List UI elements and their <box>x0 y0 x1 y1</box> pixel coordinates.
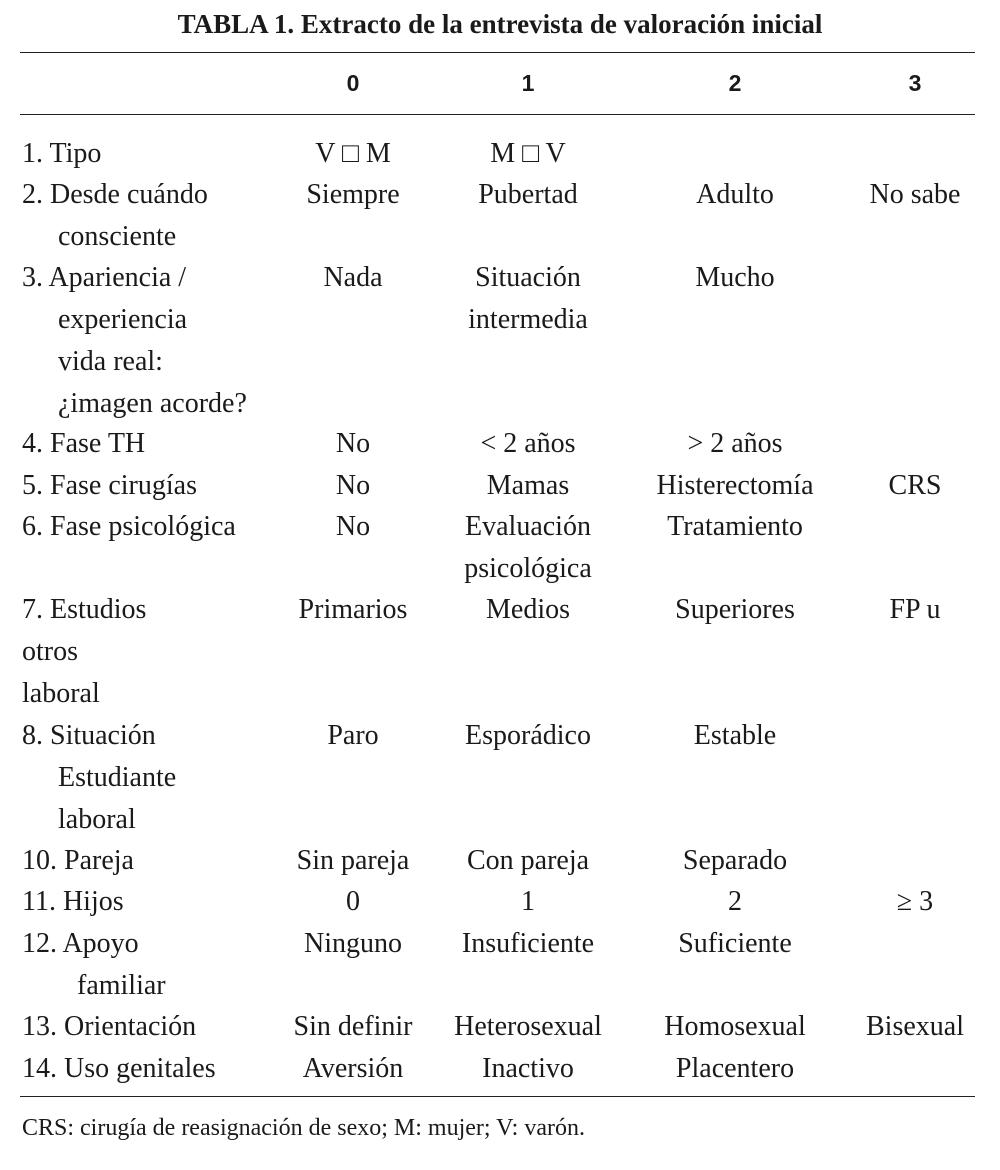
row-label <box>22 465 197 507</box>
row-cell-1: Esporádico <box>465 720 591 751</box>
row-label-line: 6. Fase psicológica <box>22 511 236 542</box>
row-cell-1: 1 <box>521 886 535 917</box>
row-cell-1: Heterosexual <box>454 1011 602 1042</box>
row-label-line: 14. Uso genitales <box>22 1053 216 1084</box>
row-cell-1: Medios <box>486 594 570 625</box>
row-cell-2: Histerectomía <box>656 470 814 501</box>
row-label-line: laboral <box>22 678 100 709</box>
row-cell-2: > 2 años <box>687 428 783 459</box>
row-cell-2: 2 <box>728 886 742 917</box>
row-cell-3: FP u <box>889 594 941 625</box>
row-cell-3: ≥ 3 <box>896 886 934 917</box>
row-cell-1: Con pareja <box>466 845 590 876</box>
row-label-line: laboral <box>58 804 136 835</box>
row-label-line: 7. Estudios <box>22 594 147 625</box>
row-cell-0: No <box>335 470 371 501</box>
row-cell-2: Suficiente <box>678 928 792 959</box>
row-label <box>22 506 236 548</box>
row-cell-2: Placentero <box>675 1053 795 1084</box>
column-header-0: 0 <box>346 70 360 96</box>
row-cell-1: Insuficiente <box>461 928 595 959</box>
row-cell-2: Mucho <box>695 262 775 293</box>
row-cell-0: Siempre <box>306 179 400 210</box>
row-label <box>22 589 146 715</box>
column-header-1: 1 <box>521 70 535 96</box>
row-cell-1: Pubertad <box>478 179 578 210</box>
row-cell-2: Homosexual <box>664 1011 806 1042</box>
row-label <box>22 923 166 1007</box>
row-label-line: 13. Orientación <box>22 1011 197 1042</box>
row-cell-0: Aversión <box>302 1053 404 1084</box>
row-cell-3: No sabe <box>869 179 961 210</box>
row-cell-0: 0 <box>346 886 360 917</box>
row-cell-0: No <box>335 511 371 542</box>
row-label <box>22 881 124 923</box>
row-cell-1: Inactivo <box>482 1053 574 1084</box>
row-label <box>22 840 134 882</box>
row-label-line: 12. Apoyo <box>22 928 139 959</box>
row-label-line: 2. Desde cuándo <box>22 179 208 210</box>
row-label-line: 10. Pareja <box>22 845 134 876</box>
row-label-line: otros <box>22 636 78 667</box>
row-cell-1: Evaluación psicológica <box>464 511 592 584</box>
row-cell-2: Superiores <box>675 594 795 625</box>
row-label-line: experiencia <box>58 304 188 335</box>
row-cell-1: Situación intermedia <box>468 262 588 335</box>
row-cell-2: Tratamiento <box>667 511 803 542</box>
row-cell-1: < 2 años <box>480 428 576 459</box>
row-cell-0: No <box>335 428 371 459</box>
row-label <box>22 423 145 465</box>
row-cell-2: Separado <box>682 845 788 876</box>
row-label-line: ¿imagen acorde? <box>58 388 247 419</box>
row-label-line: Estudiante <box>58 762 177 793</box>
row-label-line: 3. Apariencia / <box>22 262 187 293</box>
row-cell-0: Nada <box>323 262 383 293</box>
row-cell-0: Ninguno <box>304 928 402 959</box>
row-cell-0: Sin definir <box>293 1011 413 1042</box>
top-rule <box>20 52 975 53</box>
row-label-line: 11. Hijos <box>22 886 124 917</box>
row-label <box>22 715 176 841</box>
row-label-line: 1. Tipo <box>22 138 102 169</box>
row-label <box>22 1048 216 1090</box>
row-label <box>22 133 101 175</box>
row-label-line: 5. Fase cirugías <box>22 470 197 501</box>
row-label <box>22 174 208 258</box>
row-cell-3: Bisexual <box>866 1011 964 1042</box>
row-label <box>22 1006 196 1048</box>
table-footnote: CRS: cirugía de reasignación de sexo; M: mujer; V: varón. <box>22 1115 585 1141</box>
row-label <box>22 257 247 425</box>
column-header-2: 2 <box>728 70 742 96</box>
row-cell-0: V □ M <box>315 138 391 169</box>
row-cell-0: Sin pareja <box>296 845 410 876</box>
row-label-line: familiar <box>77 970 166 1001</box>
row-label-line: vida real: <box>58 346 163 377</box>
row-cell-0: Primarios <box>298 594 408 625</box>
column-header-3: 3 <box>908 70 922 96</box>
row-cell-0: Paro <box>327 720 379 751</box>
row-label-line: consciente <box>58 221 177 252</box>
bottom-rule <box>20 1096 975 1097</box>
table-title: TABLA 1. Extracto de la entrevista de valoración inicial <box>177 9 823 39</box>
row-cell-1: M □ V <box>490 138 566 169</box>
row-cell-1: Mamas <box>486 470 570 501</box>
row-cell-3: CRS <box>888 470 942 501</box>
row-cell-2: Adulto <box>696 179 774 210</box>
row-label-line: 8. Situación <box>22 720 156 751</box>
header-rule <box>20 114 975 115</box>
row-label-line: 4. Fase TH <box>22 428 146 459</box>
row-cell-2: Estable <box>693 720 777 751</box>
